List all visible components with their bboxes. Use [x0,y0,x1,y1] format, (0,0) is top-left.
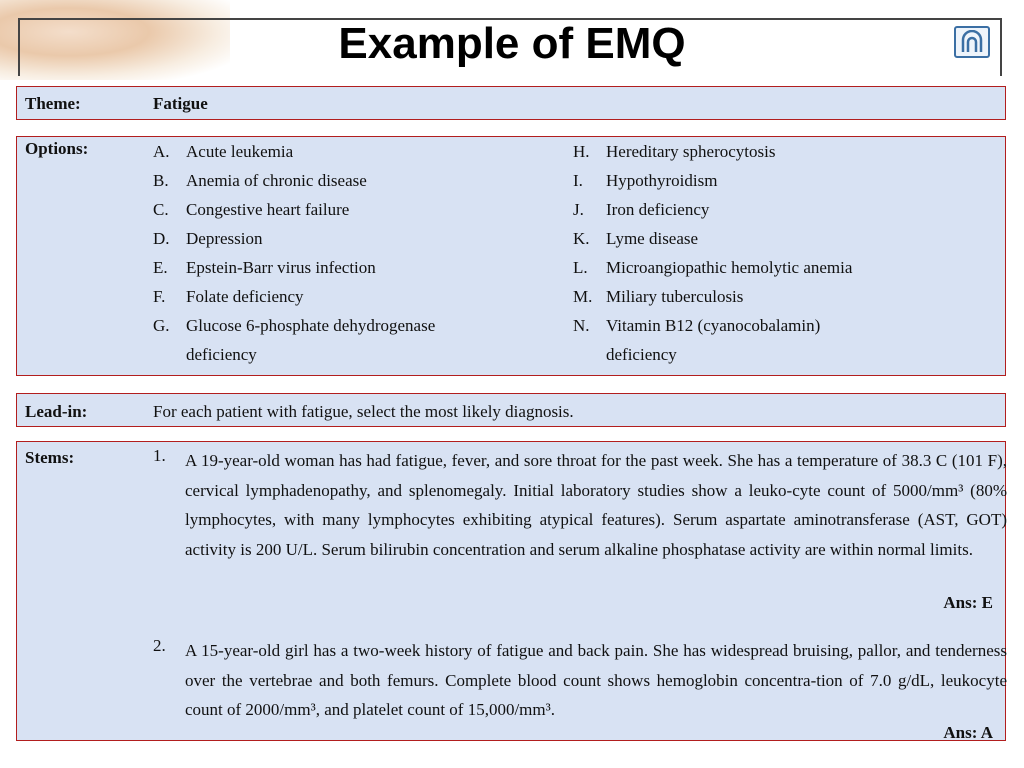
option-letter: D. [153,229,170,248]
option-text: Glucose 6-phosphate dehydrogenase deficiency [186,316,436,364]
option-text: Vitamin B12 (cyanocobalamin) deficiency [606,316,821,364]
option-text: Depression [186,229,263,248]
option-text: Acute leukemia [186,142,294,161]
theme-value: Fatigue [153,94,208,113]
option-letter: M. [573,287,593,306]
option-item [573,224,966,253]
option-letter: B. [153,171,169,190]
option-letter: G. [153,316,170,335]
stem-number: 1. [153,446,166,465]
option-letter: F. [153,287,166,306]
option-letter: H. [573,142,590,161]
theme-box [16,86,1006,120]
option-item [573,253,966,282]
stem-answer: Ans: E [943,593,993,612]
option-text: Microangiopathic hemolytic anemia [606,258,853,277]
stems-box [16,441,1006,741]
option-item [153,166,546,195]
option-item [573,195,966,224]
option-item [573,137,966,166]
option-item [153,253,546,282]
option-item [153,224,546,253]
stem-answer: Ans: A [943,723,993,742]
option-item [573,166,966,195]
option-item [153,282,546,311]
leadin-text: For each patient with fatigue, select the most likely diagnosis. [153,402,574,421]
option-letter: L. [573,258,588,277]
option-letter: I. [573,171,583,190]
home-button-icon [959,30,985,54]
option-letter: K. [573,229,590,248]
leadin-box [16,393,1006,427]
option-item [153,137,546,166]
option-text: Iron deficiency [606,200,710,219]
stem-number: 2. [153,636,166,655]
option-text: Hypothyroidism [606,171,718,190]
option-text: Lyme disease [606,229,699,248]
option-letter: N. [573,316,590,335]
option-letter: E. [153,258,168,277]
stem-text: A 19-year-old woman has had fatigue, fever, and sore throat for the past week. She has a temperature of 38.3 C (101 F), cervical lymphadenopathy, and splenomegaly. Initial laboratory studies show a leuko-cyte count of 5000/mm³ (80% lymphocytes, with many lymphocytes exhibiting atypical features). Serum aspartate aminotransferase (AST, GOT) activity is 200 U/L. Serum bilirubin concentration and serum alkaline phosphatase activity are within normal limits. [185,451,1007,559]
option-text: Miliary tuberculosis [606,287,744,306]
home-button[interactable] [954,26,990,58]
page-title: Example of EMQ [338,19,686,68]
option-letter: A. [153,142,170,161]
option-item [573,282,966,311]
option-text: Epstein-Barr virus infection [186,258,376,277]
option-text: Hereditary spherocytosis [606,142,776,161]
option-item [153,195,546,224]
option-letter: C. [153,200,169,219]
leadin-label: Lead-in: [25,402,88,421]
option-text: Folate deficiency [186,287,304,306]
option-text: Anemia of chronic disease [186,171,367,190]
option-item [153,311,496,369]
options-label: Options: [25,139,89,158]
options-box [16,136,1006,376]
option-letter: J. [573,200,584,219]
option-text: Congestive heart failure [186,200,350,219]
option-item [573,311,856,369]
theme-label: Theme: [25,94,81,113]
stem-text: A 15-year-old girl has a two-week history of fatigue and back pain. She has widespread bruising, pallor, and tenderness over the vertebrae and both femurs. Complete blood count shows hemoglobin concentra-tion of 7.0 g/dL, leukocyte count of 2000/mm³, and platelet count of 15,000/mm³. [185,641,1007,719]
stems-label: Stems: [25,448,75,467]
